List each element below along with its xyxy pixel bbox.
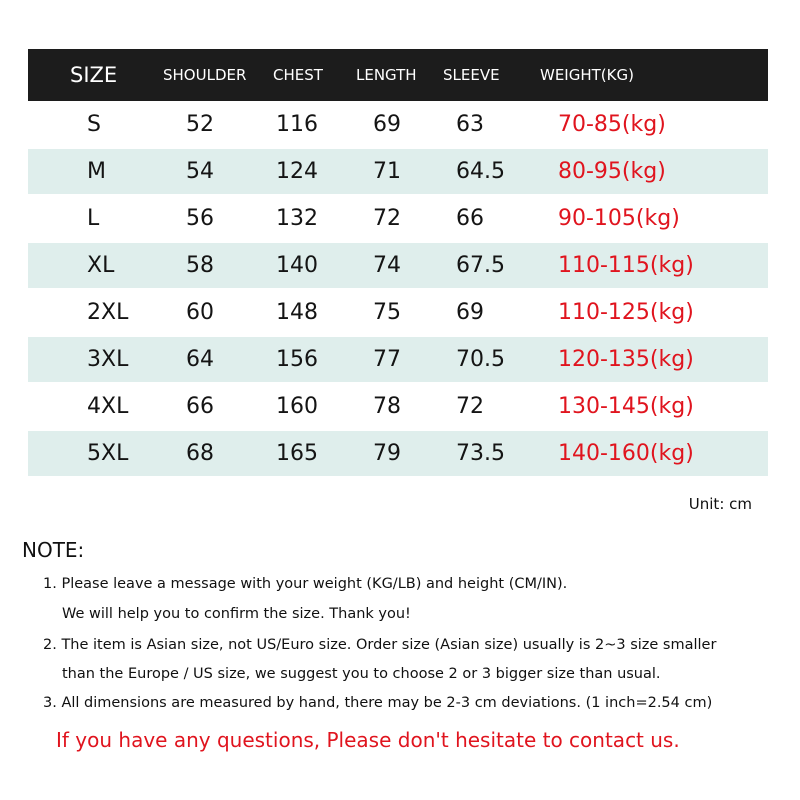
cell-chest: 160 [276,394,318,419]
cell-size: S [87,112,101,137]
header-shoulder: SHOULDER [163,66,247,84]
cell-chest: 132 [276,206,318,231]
table-row [28,149,768,194]
table-row [28,243,768,288]
note-line: 2. The item is Asian size, not US/Euro size. Order size (Asian size) usually is 2~3 size smaller [43,637,717,653]
cell-length: 74 [373,253,401,278]
table-header [28,49,768,101]
cell-length: 72 [373,206,401,231]
cell-length: 77 [373,347,401,372]
cell-shoulder: 64 [186,347,214,372]
cell-chest: 140 [276,253,318,278]
cell-weight: 70-85(kg) [558,112,666,137]
cell-shoulder: 56 [186,206,214,231]
cell-sleeve: 63 [456,112,484,137]
note-title: NOTE: [22,538,85,562]
header-chest: CHEST [273,66,323,84]
cell-chest: 116 [276,112,318,137]
cell-sleeve: 73.5 [456,441,505,466]
cell-chest: 156 [276,347,318,372]
table-row [28,337,768,382]
cell-shoulder: 60 [186,300,214,325]
cell-size: XL [87,253,115,278]
cell-sleeve: 70.5 [456,347,505,372]
table-row [28,384,768,429]
header-size: SIZE [70,63,118,87]
cell-weight: 140-160(kg) [558,441,694,466]
cell-shoulder: 52 [186,112,214,137]
cell-sleeve: 72 [456,394,484,419]
cell-shoulder: 58 [186,253,214,278]
cell-size: 4XL [87,394,129,419]
cell-weight: 130-145(kg) [558,394,694,419]
note-line: than the Europe / US size, we suggest you to choose 2 or 3 bigger size than usual. [62,666,661,682]
cell-shoulder: 54 [186,159,214,184]
header-length: LENGTH [356,66,417,84]
cell-weight: 80-95(kg) [558,159,666,184]
cell-size: L [87,206,100,231]
note-line: We will help you to confirm the size. Thank you! [62,606,411,622]
cell-weight: 120-135(kg) [558,347,694,372]
cell-shoulder: 66 [186,394,214,419]
cell-weight: 110-125(kg) [558,300,694,325]
contact-message: If you have any questions, Please don't hesitate to contact us. [56,728,680,752]
cell-sleeve: 67.5 [456,253,505,278]
cell-length: 78 [373,394,401,419]
cell-chest: 148 [276,300,318,325]
table-row [28,290,768,335]
table-row [28,431,768,476]
cell-sleeve: 69 [456,300,484,325]
cell-size: 5XL [87,441,129,466]
cell-length: 71 [373,159,401,184]
cell-length: 69 [373,112,401,137]
cell-length: 79 [373,441,401,466]
note-line: 3. All dimensions are measured by hand, there may be 2-3 cm deviations. (1 inch=2.54 cm) [43,695,713,711]
header-sleeve: SLEEVE [443,66,500,84]
cell-size: M [87,159,106,184]
cell-size: 3XL [87,347,129,372]
note-line: 1. Please leave a message with your weight (KG/LB) and height (CM/IN). [43,576,568,592]
header-weight: WEIGHT(KG) [540,66,634,84]
table-row [28,102,768,147]
cell-shoulder: 68 [186,441,214,466]
cell-chest: 165 [276,441,318,466]
cell-length: 75 [373,300,401,325]
unit-label: Unit: cm [688,495,752,513]
cell-weight: 110-115(kg) [558,253,694,278]
cell-weight: 90-105(kg) [558,206,680,231]
cell-size: 2XL [87,300,129,325]
cell-chest: 124 [276,159,318,184]
cell-sleeve: 66 [456,206,484,231]
cell-sleeve: 64.5 [456,159,505,184]
table-row [28,196,768,241]
